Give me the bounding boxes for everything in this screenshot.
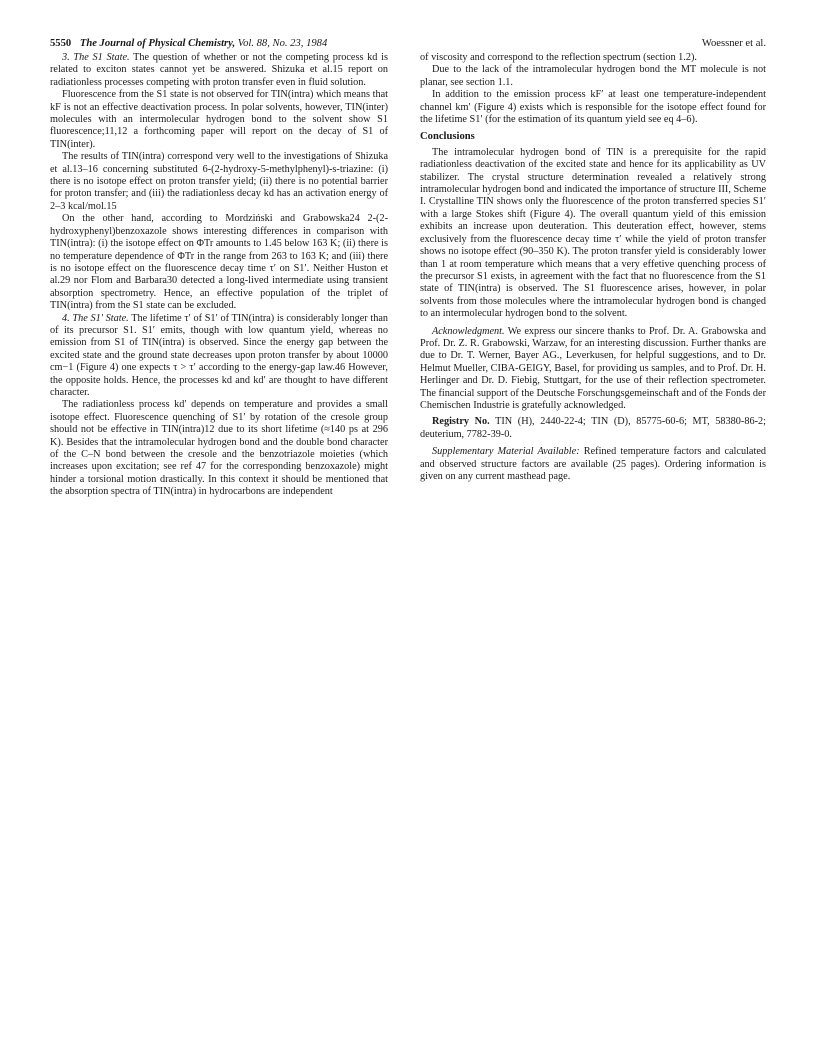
paragraph: In addition to the emission process kF′ at least one temperature-independent channel km′ (Figure 4) exists which is responsible for the isotope effect found for the lifetime S1′ (for the estimation of its quantum yield see eq 4–6). <box>420 89 766 126</box>
acknowledgment-text: We express our sincere thanks to Prof. Dr. A. Grabowska and Prof. Dr. Z. R. Grabowski, Warzaw, for an interesting discussion. Further thanks are due to Dr. T. Werner, Bayer AG., Leverkusen, for helpful suggestions, and to Dr. Helmut Mueller, CIBA-GEIGY, Basel, for providing us samples, and to Prof. Dr. H. Herlinger and Dr. D. Fiebig, Stuttgart, for the use of their reflection spectrometer. The financial support of the Deutsche Forschungsgemeinschaft and of the Fonds der Chemischen Industrie is gratefully acknowledged. <box>420 325 766 411</box>
paragraph-s1-state <box>50 52 388 89</box>
right-column <box>420 52 766 483</box>
running-authors: Woessner et al. <box>701 38 766 49</box>
conclusions-heading: Conclusions <box>420 131 475 143</box>
paragraph: Due to the lack of the intramolecular hydrogen bond the MT molecule is not planar, see section 1.1. <box>420 64 766 88</box>
page-number: 5550 <box>50 38 72 49</box>
acknowledgment-lead: Acknowledgment. <box>432 325 505 337</box>
registry-lead: Registry No. <box>432 416 490 428</box>
registry-paragraph <box>420 416 766 441</box>
journal-name: The Journal of Physical Chemistry, <box>79 38 236 49</box>
paragraph: The radiationless process kd′ depends on temperature and provides a small isotope effect. Fluorescence quenching of S1′ by rotation of the cresole group should not be effective in TIN(intra)12 due to its short lifetime (≈140 ps at 296 K). Besides that the intramolecular hydrogen bond and the double bond character of the C–N bond between the cresole and the benzotriazole moieties (which increases upon excitation; see ref 47 for the corresponding benzoxazole) might hinder a torsional motion drastically. In this context it should be mentioned that the absorption spectra of TIN(intra) in hydrocarbons are independent <box>50 399 388 498</box>
paragraph-text: The question of whether or not the competing process kd is related to exciton states cannot yet be answered. Shizuka et al.15 report on radiationless processes competing with proton transfer even in fluid solution. <box>50 52 388 88</box>
left-column <box>50 52 388 499</box>
paragraph-text: The lifetime τ′ of S1′ of TIN(intra) is considerably longer than of its precursor S1. S1′ emits, though with low quantum yield, whereas no emission from S1 of TIN(intra) is observed. Since the energy gap between the excited state and the ground state decreases upon proton transfer by about 10000 cm−1 (Figure 4) one expects τ > τ′ according to the energy-gap law.46 However, the opposite holds. Hence, the processes kd and kd′ are thought to have different character. <box>50 312 388 398</box>
registry-text: TIN (H), 2440-22-4; TIN (D), 85775-60-6; MT, 58380-86-2; deuterium, 7782-39-0. <box>420 416 766 440</box>
paragraph: Fluorescence from the S1 state is not observed for TIN(intra) which means that kF is not an effective deactivation process. In polar solvents, however, TIN(inter) molecules with an intermolecular hydrogen bond to the solvent show S1 fluorescence;11,12 a forthcoming paper will report on the decay of S1 of TIN(inter). <box>50 89 388 150</box>
supplementary-text: Refined temperature factors and calculated and observed structure factors are available (25 pages). Ordering information is given on any current masthead page. <box>420 446 766 482</box>
section-lead-s1-state: 3. The S1 State. <box>62 52 130 63</box>
paragraph: On the other hand, according to Mordziński and Grabowska24 2-(2-hydroxyphenyl)benzoxazole shows interesting differences in comparison with TIN(intra): (i) the isotope effect on ΦTr amounts to 1.45 below 163 K; (ii) there is no temperature dependence of ΦTr in the range from 263 to 163 K; and (iii) there is no isotope effect on the fluorescence decay time τ′ on S1′. Neither Huston et al.29 nor Flom and Barbara30 detected a long-lived intermediate using transient absorption spectrometry. Hence, an effective population of the triplet of TIN(intra) from the S1 state can be excluded. <box>50 213 388 312</box>
paragraph: The results of TIN(intra) correspond very well to the investigations of Shizuka et al.13–16 concerning substituted 6-(2-hydroxy-5-methylphenyl)-s-triazine: (i) there is no isotope effect on proton transfer yield; (ii) there is no potential barrier for proton transfer; and (iii) the radiationless decay kd has an activation energy of 2–3 kcal/mol.15 <box>50 151 388 212</box>
section-lead-s1-prime-state: 4. The S1′ State. <box>62 312 129 324</box>
page-header <box>50 36 766 52</box>
supplementary-lead: Supplementary Material Available: <box>432 446 580 458</box>
paragraph-continued: of viscosity and correspond to the reflection spectrum (section 1.2). <box>420 52 697 63</box>
paragraph-s1-prime-state <box>50 313 388 400</box>
journal-volume: Vol. 88, No. 23, 1984 <box>237 38 328 49</box>
conclusions-paragraph: The intramolecular hydrogen bond of TIN is a prerequisite for the rapid radiationless deactivation of the excited state and hence for its applicability as UV stabilizer. The crystal structure determination revealed a relatively strong intramolecular hydrogen bond and indicated the importance of structure III, Scheme I. Crystalline TIN shows only the fluorescence of the proton transferred species S1′ with a large Stokes shift (Figure 4). The overall quantum yield of this emission exhibits an increase upon deuteration. This deuteration effect, however, stems exclusively from the fluorescence decay time τ′ while the yield of proton transfer shows no isotope effect (90–350 K). The proton transfer yield is considerably lower than 1 at room temperature which means that a very effetive quenching process of the precursor S1 exists, in agreement with the fact that no fluorescence from the S1 state of TIN(intra) is observed. The S1 fluorescence arises, however, in polar solvents from those molecules where the intramolecular hydrogen bond is changed to an intermolecular hydrogen bond to the solvent. <box>420 146 766 320</box>
supplementary-paragraph <box>420 446 766 483</box>
acknowledgment-paragraph <box>420 326 766 413</box>
